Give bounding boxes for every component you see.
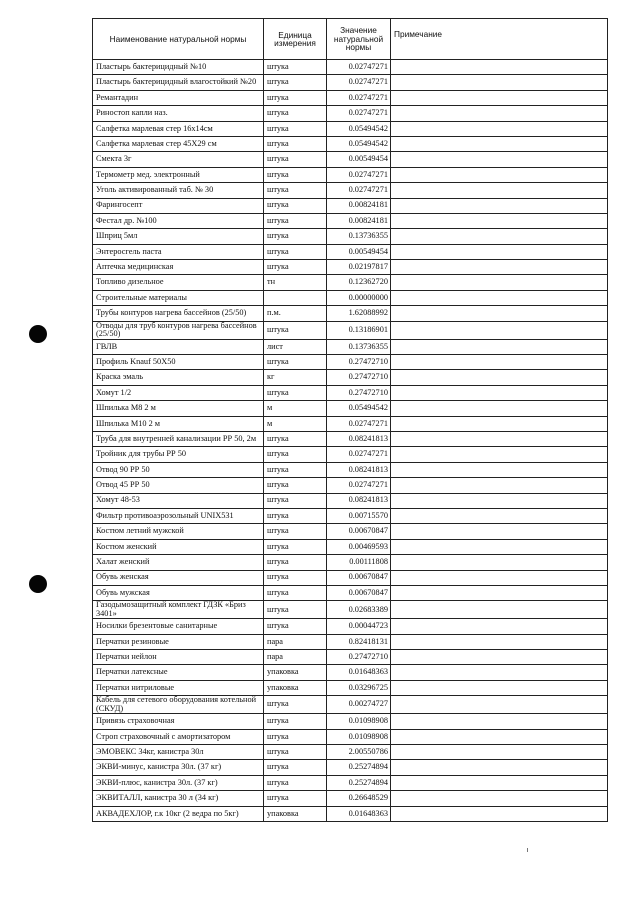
table-row [93, 634, 608, 649]
row-name: ЭКВИ-плюс, канистра 30л. (37 кг) [93, 775, 264, 790]
row-note [391, 729, 608, 744]
table-row [93, 244, 608, 259]
row-name: Краска эмаль [93, 370, 264, 385]
row-note [391, 75, 608, 90]
row-value: 0.01098908 [327, 714, 391, 729]
row-value: 0.01098908 [327, 729, 391, 744]
row-note [391, 806, 608, 821]
row-unit: штука [264, 760, 327, 775]
row-value: 0.00549454 [327, 244, 391, 259]
row-name: Кабель для сетевого оборудования котельной (СКУД) [93, 696, 264, 714]
row-unit: м [264, 416, 327, 431]
row-unit: штука [264, 478, 327, 493]
row-name: Шприц 5мл [93, 229, 264, 244]
row-value: 0.26648529 [327, 791, 391, 806]
table-row [93, 229, 608, 244]
row-unit: лист [264, 339, 327, 354]
row-note [391, 121, 608, 136]
row-unit: штука [264, 198, 327, 213]
row-name: ЭКВИТАЛЛ, канистра 30 л (34 кг) [93, 791, 264, 806]
row-unit: штука [264, 385, 327, 400]
norms-table [92, 18, 608, 822]
row-name: Халат женский [93, 555, 264, 570]
table-row [93, 136, 608, 151]
row-name: Фильтр противоаэрозольный UNIX531 [93, 508, 264, 523]
row-value: 0.00670847 [327, 585, 391, 600]
row-name: Хомут 1/2 [93, 385, 264, 400]
row-value: 0.02683389 [327, 601, 391, 619]
row-value: 0.00670847 [327, 570, 391, 585]
row-value: 0.00715570 [327, 508, 391, 523]
row-unit: штука [264, 791, 327, 806]
row-name: Тройник для трубы РР 50 [93, 447, 264, 462]
row-unit: штука [264, 260, 327, 275]
row-note [391, 183, 608, 198]
table-row [93, 106, 608, 121]
row-unit: тн [264, 275, 327, 290]
row-unit: штука [264, 431, 327, 446]
row-value: 0.02197817 [327, 260, 391, 275]
row-unit: штука [264, 585, 327, 600]
table-row [93, 680, 608, 695]
row-note [391, 106, 608, 121]
table-row [93, 321, 608, 339]
row-value: 0.27472710 [327, 370, 391, 385]
table-row [93, 60, 608, 75]
table-row [93, 416, 608, 431]
header-name: Наименование натуральной нормы [93, 19, 264, 60]
row-value: 0.02747271 [327, 75, 391, 90]
row-note [391, 524, 608, 539]
table-row [93, 447, 608, 462]
row-unit: пара [264, 650, 327, 665]
row-note [391, 198, 608, 213]
row-name: Труба для внутренней канализации РР 50, 2м [93, 431, 264, 446]
table-row [93, 806, 608, 821]
row-value: 0.02747271 [327, 60, 391, 75]
row-name: Аптечка медицинская [93, 260, 264, 275]
table-header-row [93, 19, 608, 60]
table-row [93, 260, 608, 275]
row-note [391, 619, 608, 634]
table-row [93, 791, 608, 806]
row-name: Смекта 3г [93, 152, 264, 167]
row-value: 0.00824181 [327, 198, 391, 213]
row-value: 0.02747271 [327, 478, 391, 493]
row-note [391, 306, 608, 321]
row-name: Обувь женская [93, 570, 264, 585]
row-unit: штука [264, 75, 327, 90]
row-name: Перчатки нейлон [93, 650, 264, 665]
table-row [93, 198, 608, 213]
row-value: 0.12362720 [327, 275, 391, 290]
row-value: 0.00111808 [327, 555, 391, 570]
row-note [391, 539, 608, 554]
table-row [93, 524, 608, 539]
punch-hole [29, 325, 47, 343]
row-note [391, 60, 608, 75]
table-row [93, 462, 608, 477]
row-note [391, 680, 608, 695]
row-value: 0.00824181 [327, 213, 391, 228]
row-unit: упаковка [264, 665, 327, 680]
row-name: Профиль Knauf 50X50 [93, 355, 264, 370]
table-row [93, 478, 608, 493]
row-name: Термометр мед. электронный [93, 167, 264, 182]
row-value: 0.25274894 [327, 760, 391, 775]
row-unit: штука [264, 714, 327, 729]
row-note [391, 229, 608, 244]
row-note [391, 275, 608, 290]
row-note [391, 447, 608, 462]
row-name: Газодымозащитный комплект ГДЗК «Бриз 3401» [93, 601, 264, 619]
row-unit: штука [264, 167, 327, 182]
row-unit: упаковка [264, 806, 327, 821]
table-row [93, 729, 608, 744]
table-row [93, 339, 608, 354]
row-value: 0.02747271 [327, 447, 391, 462]
row-value: 0.08241813 [327, 431, 391, 446]
row-name: Фарингосепт [93, 198, 264, 213]
table-row [93, 619, 608, 634]
row-note [391, 493, 608, 508]
header-value: Значение натуральной нормы [327, 19, 391, 60]
row-note [391, 462, 608, 477]
row-value: 0.05494542 [327, 121, 391, 136]
table-row [93, 696, 608, 714]
table-row [93, 585, 608, 600]
row-unit: штука [264, 555, 327, 570]
row-note [391, 555, 608, 570]
row-unit: штука [264, 90, 327, 105]
row-unit: штука [264, 462, 327, 477]
header-unit: Единица измерения [264, 19, 327, 60]
row-name: Перчатки резиновые [93, 634, 264, 649]
table-row [93, 167, 608, 182]
row-unit: штука [264, 183, 327, 198]
row-name: Отвод 45 РР 50 [93, 478, 264, 493]
row-name: Ремантадин [93, 90, 264, 105]
row-value: 0.02747271 [327, 183, 391, 198]
row-value: 0.05494542 [327, 401, 391, 416]
row-value: 0.82418131 [327, 634, 391, 649]
table-body [93, 60, 608, 822]
row-value: 0.02747271 [327, 90, 391, 105]
table-row [93, 555, 608, 570]
row-name: ЭКВИ-минус, канистра 30л. (37 кг) [93, 760, 264, 775]
row-name: Салфетка марлевая стер 16x14см [93, 121, 264, 136]
row-unit: штука [264, 619, 327, 634]
row-name: Костюм женский [93, 539, 264, 554]
row-note [391, 152, 608, 167]
row-unit: штука [264, 229, 327, 244]
row-value: 0.25274894 [327, 775, 391, 790]
row-note [391, 775, 608, 790]
row-note [391, 650, 608, 665]
row-name: Строп страховочный с амортизатором [93, 729, 264, 744]
row-note [391, 355, 608, 370]
row-name: Уголь активированный таб. № 30 [93, 183, 264, 198]
row-unit: штука [264, 447, 327, 462]
row-value: 0.27472710 [327, 385, 391, 400]
row-name: Пластырь бактерицидный влагостойкий №20 [93, 75, 264, 90]
row-unit: штука [264, 745, 327, 760]
row-value: 0.01648363 [327, 806, 391, 821]
row-unit [264, 290, 327, 305]
row-note [391, 385, 608, 400]
row-value: 0.00000000 [327, 290, 391, 305]
row-note [391, 321, 608, 339]
row-value: 0.00044723 [327, 619, 391, 634]
row-note [391, 90, 608, 105]
row-name: Энтеросгель паста [93, 244, 264, 259]
row-name: АКВАДЕХЛОР, г.к 10кг (2 ведра по 5кг) [93, 806, 264, 821]
table-row [93, 714, 608, 729]
row-unit: м [264, 401, 327, 416]
table-row [93, 121, 608, 136]
table-row [93, 213, 608, 228]
row-note [391, 570, 608, 585]
table-row [93, 745, 608, 760]
table-row [93, 493, 608, 508]
row-name: Отвод 90 РР 50 [93, 462, 264, 477]
row-name: Шпилька М8 2 м [93, 401, 264, 416]
row-note [391, 416, 608, 431]
row-value: 0.03296725 [327, 680, 391, 695]
table-row [93, 355, 608, 370]
row-note [391, 213, 608, 228]
row-note [391, 585, 608, 600]
row-unit: штука [264, 493, 327, 508]
row-note [391, 665, 608, 680]
scan-mark [527, 848, 528, 852]
row-unit: штука [264, 321, 327, 339]
row-value: 0.13186901 [327, 321, 391, 339]
row-note [391, 136, 608, 151]
row-value: 1.62088992 [327, 306, 391, 321]
table-row [93, 431, 608, 446]
row-unit: штука [264, 570, 327, 585]
row-note [391, 401, 608, 416]
row-unit: штука [264, 524, 327, 539]
row-note [391, 714, 608, 729]
row-name: ЭМОВЕКС 34кг, канистра 30л [93, 745, 264, 760]
row-value: 0.13736355 [327, 229, 391, 244]
row-value: 0.02747271 [327, 167, 391, 182]
row-unit: штука [264, 213, 327, 228]
row-value: 0.00469593 [327, 539, 391, 554]
row-name: Привязь страховочная [93, 714, 264, 729]
row-unit: штука [264, 121, 327, 136]
row-unit: пара [264, 634, 327, 649]
row-name: Риностоп капли наз. [93, 106, 264, 121]
row-unit: п.м. [264, 306, 327, 321]
table-row [93, 601, 608, 619]
table-row [93, 75, 608, 90]
row-value: 0.01648363 [327, 665, 391, 680]
row-name: Строительные материалы [93, 290, 264, 305]
table-row [93, 570, 608, 585]
table-row [93, 370, 608, 385]
row-note [391, 696, 608, 714]
row-note [391, 478, 608, 493]
row-value: 2.00550786 [327, 745, 391, 760]
row-name: Перчатки латексные [93, 665, 264, 680]
row-note [391, 370, 608, 385]
row-note [391, 760, 608, 775]
row-note [391, 634, 608, 649]
table-row [93, 401, 608, 416]
row-unit: штука [264, 508, 327, 523]
row-note [391, 508, 608, 523]
row-name: Шпилька М10 2 м [93, 416, 264, 431]
row-unit: штука [264, 355, 327, 370]
row-value: 0.27472710 [327, 650, 391, 665]
table-row [93, 665, 608, 680]
table-row [93, 290, 608, 305]
row-value: 0.27472710 [327, 355, 391, 370]
row-note [391, 244, 608, 259]
row-unit: кг [264, 370, 327, 385]
table-row [93, 539, 608, 554]
table-row [93, 306, 608, 321]
row-name: Пластырь бактерицидный №10 [93, 60, 264, 75]
row-unit: штука [264, 775, 327, 790]
row-note [391, 431, 608, 446]
row-unit: штука [264, 60, 327, 75]
table-row [93, 90, 608, 105]
row-unit: штука [264, 601, 327, 619]
row-value: 0.00670847 [327, 524, 391, 539]
header-note: Примечание [391, 19, 608, 60]
row-unit: штука [264, 729, 327, 744]
row-name: Носилки брезентовые санитарные [93, 619, 264, 634]
row-name: Топливо дизельное [93, 275, 264, 290]
row-name: Трубы контуров нагрева бассейнов (25/50) [93, 306, 264, 321]
row-value: 0.08241813 [327, 462, 391, 477]
punch-hole [29, 575, 47, 593]
row-name: Обувь мужская [93, 585, 264, 600]
row-name: Салфетка марлевая стер 45X29 см [93, 136, 264, 151]
row-unit: упаковка [264, 680, 327, 695]
row-note [391, 167, 608, 182]
row-value: 0.02747271 [327, 106, 391, 121]
table-row [93, 650, 608, 665]
row-unit: штука [264, 539, 327, 554]
row-value: 0.05494542 [327, 136, 391, 151]
row-name: Хомут 48-53 [93, 493, 264, 508]
row-value: 0.00549454 [327, 152, 391, 167]
row-name: Перчатки нитриловые [93, 680, 264, 695]
table-row [93, 183, 608, 198]
row-note [391, 745, 608, 760]
row-unit: штука [264, 136, 327, 151]
table-row [93, 385, 608, 400]
row-value: 0.13736355 [327, 339, 391, 354]
row-unit: штука [264, 106, 327, 121]
row-note [391, 791, 608, 806]
row-note [391, 601, 608, 619]
row-name: ГВЛВ [93, 339, 264, 354]
row-unit: штука [264, 696, 327, 714]
table-row [93, 760, 608, 775]
row-note [391, 290, 608, 305]
row-note [391, 260, 608, 275]
row-name: Костюм летний мужской [93, 524, 264, 539]
row-value: 0.02747271 [327, 416, 391, 431]
table-row [93, 152, 608, 167]
row-value: 0.00274727 [327, 696, 391, 714]
row-name: Отводы для труб контуров нагрева бассейнов (25/50) [93, 321, 264, 339]
row-value: 0.08241813 [327, 493, 391, 508]
row-unit: штука [264, 244, 327, 259]
row-unit: штука [264, 152, 327, 167]
table-row [93, 775, 608, 790]
table-row [93, 508, 608, 523]
table-row [93, 275, 608, 290]
row-note [391, 339, 608, 354]
row-name: Фестал др. №100 [93, 213, 264, 228]
